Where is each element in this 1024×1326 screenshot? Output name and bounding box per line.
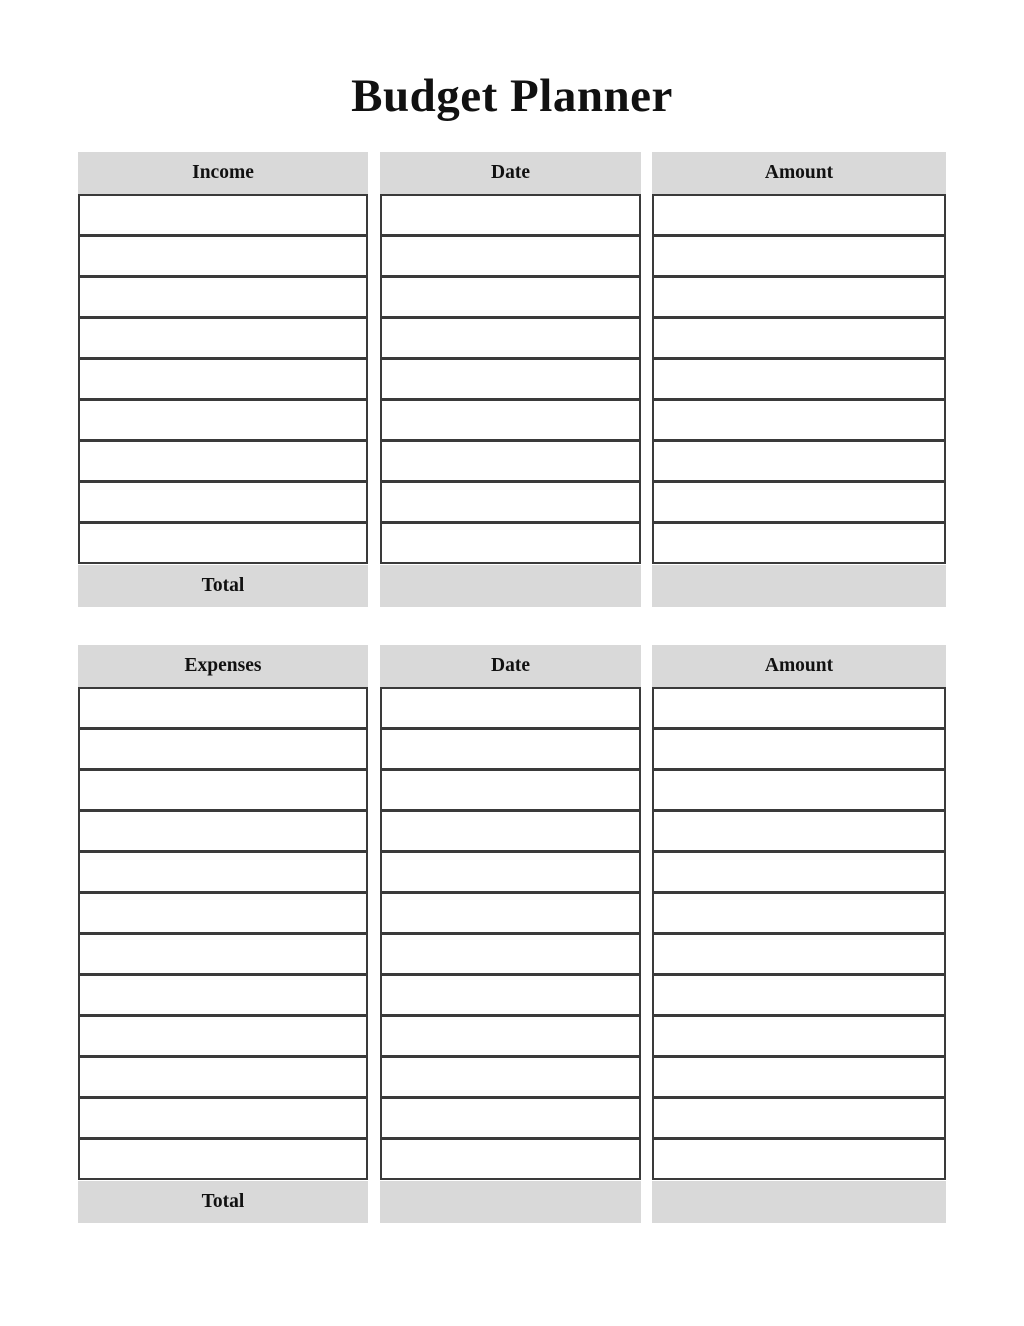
income-cell-amount[interactable] [652,358,946,400]
income-total-row [78,565,946,607]
expenses-cell-amount[interactable] [652,1138,946,1180]
income-row [78,358,946,400]
income-header-date: Date [380,152,641,194]
expenses-header-category: Expenses [78,645,368,687]
expenses-cell-amount[interactable] [652,769,946,811]
income-cell-category[interactable] [78,440,368,482]
income-cell-date[interactable] [380,481,641,523]
column-gap [368,194,380,236]
income-cell-date[interactable] [380,276,641,318]
income-cell-category[interactable] [78,358,368,400]
income-cell-date[interactable] [380,399,641,441]
income-total-amount[interactable] [652,565,946,607]
column-gap [368,1015,380,1057]
column-gap [641,194,652,236]
expenses-cell-amount[interactable] [652,1056,946,1098]
column-gap [641,152,652,194]
page-title: Budget Planner [351,70,673,122]
expenses-total-amount[interactable] [652,1181,946,1223]
income-cell-category[interactable] [78,481,368,523]
expenses-cell-category[interactable] [78,1138,368,1180]
column-gap [368,522,380,564]
expenses-cell-date[interactable] [380,728,641,770]
column-gap [368,1056,380,1098]
expenses-cell-category[interactable] [78,769,368,811]
expenses-cell-amount[interactable] [652,728,946,770]
column-gap [641,565,652,607]
column-gap [641,481,652,523]
income-row [78,481,946,523]
expenses-cell-category[interactable] [78,1015,368,1057]
income-cell-category[interactable] [78,399,368,441]
expenses-cell-amount[interactable] [652,810,946,852]
column-gap [641,974,652,1016]
column-gap [368,933,380,975]
income-cell-amount[interactable] [652,440,946,482]
expenses-table-header-row [78,645,946,687]
column-gap [641,1097,652,1139]
column-gap [368,769,380,811]
expenses-cell-category[interactable] [78,687,368,729]
column-gap [368,851,380,893]
expenses-cell-amount[interactable] [652,687,946,729]
income-cell-category[interactable] [78,235,368,277]
income-total-label: Total [78,565,368,607]
column-gap [368,1097,380,1139]
column-gap [368,974,380,1016]
expenses-cell-date[interactable] [380,1015,641,1057]
expenses-total-row [78,1181,946,1223]
expenses-cell-amount[interactable] [652,1015,946,1057]
expenses-row [78,974,946,1016]
column-gap [641,687,652,729]
income-row [78,276,946,318]
column-gap [641,933,652,975]
column-gap [368,728,380,770]
expenses-row [78,1097,946,1139]
column-gap [368,565,380,607]
column-gap [368,810,380,852]
income-header-category: Income [78,152,368,194]
expenses-row [78,933,946,975]
expenses-cell-date[interactable] [380,892,641,934]
income-total-date[interactable] [380,565,641,607]
column-gap [641,810,652,852]
income-cell-category[interactable] [78,317,368,359]
column-gap [641,851,652,893]
expenses-row [78,687,946,729]
expenses-total-date[interactable] [380,1181,641,1223]
column-gap [368,1138,380,1180]
income-row [78,317,946,359]
column-gap [641,399,652,441]
expenses-cell-category[interactable] [78,1056,368,1098]
expenses-row [78,1056,946,1098]
income-cell-amount[interactable] [652,399,946,441]
expenses-cell-category[interactable] [78,974,368,1016]
column-gap [368,645,380,687]
income-row [78,235,946,277]
income-cell-date[interactable] [380,522,641,564]
expenses-cell-date[interactable] [380,974,641,1016]
income-cell-date[interactable] [380,317,641,359]
column-gap [368,481,380,523]
expenses-table [78,645,946,1223]
column-gap [641,358,652,400]
expenses-cell-date[interactable] [380,769,641,811]
income-cell-amount[interactable] [652,481,946,523]
income-cell-amount[interactable] [652,317,946,359]
expenses-total-label: Total [78,1181,368,1223]
column-gap [641,235,652,277]
income-row [78,194,946,236]
column-gap [368,152,380,194]
column-gap [368,687,380,729]
income-cell-date[interactable] [380,440,641,482]
expenses-cell-amount[interactable] [652,933,946,975]
expenses-cell-category[interactable] [78,728,368,770]
column-gap [368,399,380,441]
column-gap [641,1056,652,1098]
expenses-cell-category[interactable] [78,892,368,934]
expenses-row [78,728,946,770]
expenses-cell-amount[interactable] [652,851,946,893]
expenses-row [78,810,946,852]
expenses-row [78,1015,946,1057]
expenses-cell-category[interactable] [78,810,368,852]
income-cell-category[interactable] [78,276,368,318]
column-gap [368,235,380,277]
column-gap [641,728,652,770]
expenses-row [78,769,946,811]
income-cell-date[interactable] [380,235,641,277]
income-cell-category[interactable] [78,522,368,564]
expenses-cell-category[interactable] [78,1097,368,1139]
column-gap [641,440,652,482]
column-gap [641,1181,652,1223]
income-row [78,399,946,441]
expenses-row [78,1138,946,1180]
column-gap [641,522,652,564]
expenses-cell-date[interactable] [380,851,641,893]
income-row [78,440,946,482]
expenses-cell-amount[interactable] [652,1097,946,1139]
column-gap [368,317,380,359]
column-gap [641,317,652,359]
income-cell-date[interactable] [380,194,641,236]
column-gap [641,769,652,811]
column-gap [368,440,380,482]
column-gap [641,1138,652,1180]
expenses-cell-date[interactable] [380,1056,641,1098]
column-gap [368,892,380,934]
expenses-row [78,892,946,934]
expenses-cell-date[interactable] [380,1097,641,1139]
expenses-rows-container [78,687,946,1180]
income-rows-container [78,194,946,564]
column-gap [641,1015,652,1057]
column-gap [368,276,380,318]
income-cell-date[interactable] [380,358,641,400]
income-cell-amount[interactable] [652,522,946,564]
income-table [78,152,946,607]
expenses-cell-date[interactable] [380,810,641,852]
column-gap [368,1181,380,1223]
expenses-cell-category[interactable] [78,851,368,893]
expenses-cell-amount[interactable] [652,974,946,1016]
income-cell-amount[interactable] [652,194,946,236]
expenses-header-amount: Amount [652,645,946,687]
column-gap [641,276,652,318]
column-gap [368,358,380,400]
expenses-cell-date[interactable] [380,1138,641,1180]
income-table-header-row [78,152,946,194]
income-header-amount: Amount [652,152,946,194]
expenses-cell-date[interactable] [380,687,641,729]
column-gap [641,892,652,934]
expenses-cell-date[interactable] [380,933,641,975]
income-cell-category[interactable] [78,194,368,236]
expenses-cell-category[interactable] [78,933,368,975]
expenses-cell-amount[interactable] [652,892,946,934]
income-cell-amount[interactable] [652,235,946,277]
income-row [78,522,946,564]
expenses-header-date: Date [380,645,641,687]
income-cell-amount[interactable] [652,276,946,318]
expenses-row [78,851,946,893]
column-gap [641,645,652,687]
